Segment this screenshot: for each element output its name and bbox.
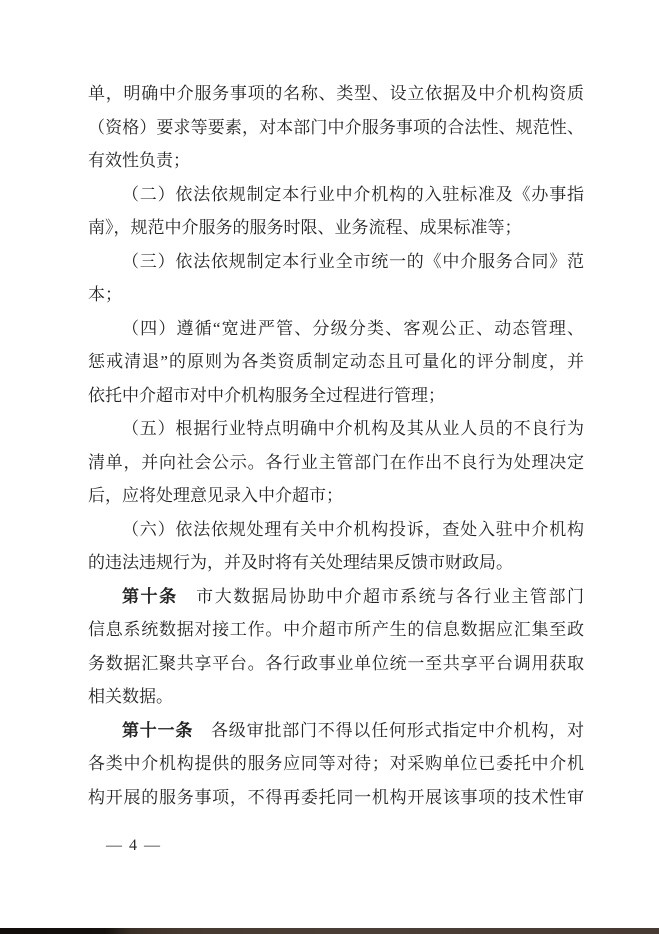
- document-text-block: [88, 77, 584, 814]
- scan-edge-strip: [0, 928, 659, 934]
- document-line: 第十条 市大数据局协助中介超市系统与各行业主管部门: [122, 586, 584, 606]
- document-line: 南》，规范中介服务的服务时限、业务流程、成果标准等；: [88, 218, 522, 237]
- document-line: 有效性负责；: [88, 151, 190, 170]
- document-line: 信息系统数据对接工作。中介超市所产生的信息数据应汇集至政: [88, 620, 584, 639]
- document-line: 清单，并向社会公示。各行业主管部门在作出不良行为处理决定: [88, 452, 584, 472]
- document-line: （二）依法依规制定本行业中介机构的入驻标准及《办事指: [122, 184, 584, 204]
- article-number: 第十一条: [122, 720, 194, 740]
- article-number: 第十条: [122, 586, 178, 606]
- document-line: 单，明确中介服务事项的名称、类型、设立依据及中介机构资质: [88, 84, 584, 103]
- document-line: 相关数据。: [88, 687, 173, 706]
- document-line: 构开展的服务事项，不得再委托同一机构开展该事项的技术性审: [88, 787, 584, 807]
- document-line: 本；: [88, 285, 122, 304]
- document-line: 务数据汇聚共享平台。各行政事业单位统一至共享平台调用获取: [88, 653, 584, 673]
- document-line: 各类中介机构提供的服务应同等对待；对采购单位已委托中介机: [88, 754, 584, 773]
- document-line: （五）根据行业特点明确中介机构及其从业人员的不良行为: [122, 419, 584, 438]
- document-line: （三）依法依规制定本行业全市统一的《中介服务合同》范: [122, 251, 584, 271]
- document-line: （资格）要求等要素，对本部门中介服务事项的合法性、规范性、: [88, 117, 584, 137]
- document-line: （六）依法依规处理有关中介机构投诉，查处入驻中介机构: [122, 519, 584, 539]
- document-line: 后，应将处理意见录入中介超市；: [88, 486, 343, 505]
- page-number: — 4 —: [106, 837, 162, 854]
- document-line: 第十一条 各级审批部门不得以任何形式指定中介机构，对: [122, 720, 584, 740]
- document-line: （四）遵循“宽进严管、分级分类、客观公正、动态管理、: [122, 318, 584, 338]
- document-line: 依托中介超市对中介机构服务全过程进行管理；: [88, 385, 445, 405]
- document-line: 的违法违规行为，并及时将有关处理结果反馈市财政局。: [88, 553, 513, 572]
- document-line: 惩戒清退”的原则为各类资质制定动态且可量化的评分制度，并: [88, 352, 584, 371]
